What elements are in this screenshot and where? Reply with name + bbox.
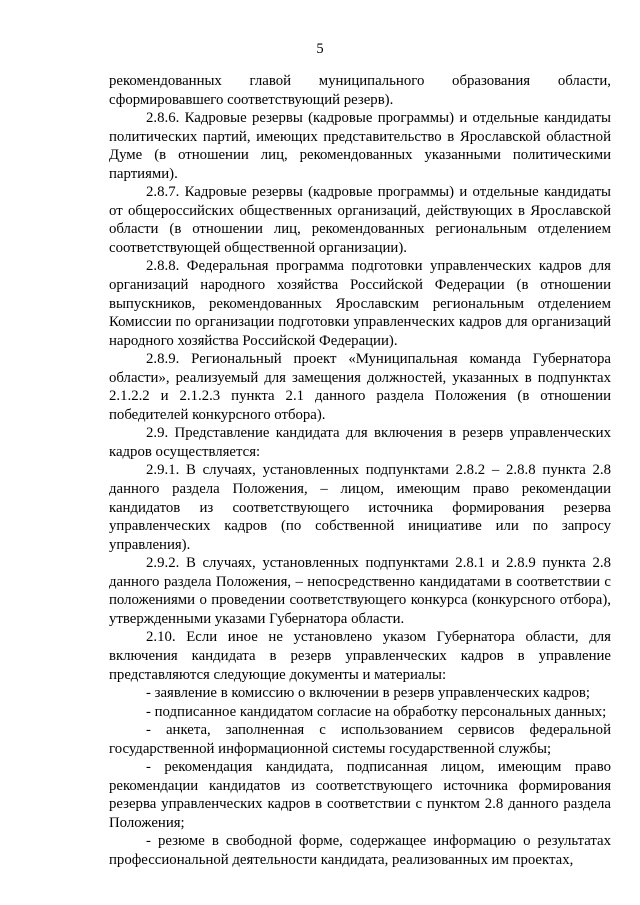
paragraph-2-8-9: 2.8.9. Региональный проект «Муниципальная команда Губернатора области», реализуемый для замещения должностей, указанных в подпунктах 2.1.2.2 и 2.1.2.3 пункта 2.1 данного раздела Положения (в отношении победителей конкурсного отбора). — [109, 351, 611, 423]
paragraph-2-9-1: 2.9.1. В случаях, установленных подпунктами 2.8.2 – 2.8.8 пункта 2.8 данного раздела Положения, – лицом, имеющим право рекомендации кандидатов из соответствующего источника формирования резерва управленческих кадров (по собственной инициативе или по запросу управления). — [109, 462, 611, 553]
document-body — [109, 72, 611, 870]
list-item-application: - заявление в комиссию о включении в резерв управленческих кадров; — [146, 685, 591, 702]
paragraph-continuation: рекомендованных главой муниципального образования области, сформировавшего соответствующий резерв). — [109, 73, 611, 108]
list-item-recommendation: - рекомендация кандидата, подписанная лицом, имеющим право рекомендации кандидатов из соответствующего источника формирования резерва управленческих кадров в соответствии с пунктом 2.8 данного раздела Положения; — [109, 759, 611, 831]
paragraph-2-9: 2.9. Представление кандидата для включения в резерв управленческих кадров осуществляется: — [109, 425, 611, 460]
paragraph-2-8-8: 2.8.8. Федеральная программа подготовки управленческих кадров для организаций народного хозяйства Российской Федерации (в отношении выпускников, рекомендованных Ярославским региональным отделением Комиссии по организации подготовки управленческих кадров для организаций народного хозяйства Российской Федерации). — [109, 258, 611, 349]
list-item-consent: - подписанное кандидатом согласие на обработку персональных данных; — [146, 703, 607, 720]
list-item-resume: - резюме в свободной форме, содержащее информацию о результатах профессиональной деятельности кандидата, реализованных им проектах, — [109, 833, 611, 868]
paragraph-2-8-7: 2.8.7. Кадровые резервы (кадровые программы) и отдельные кандидаты от общероссийских общественных организаций, действующих в Ярославской области (в отношении лиц, рекомендованных региональным отделением соответствующей общественной организации). — [109, 184, 611, 256]
paragraph-2-8-6: 2.8.6. Кадровые резервы (кадровые программы) и отдельные кандидаты политических партий, имеющих представительство в Ярославской областной Думе (в отношении лиц, рекомендованных указанными политическими партиями). — [109, 110, 611, 182]
paragraph-2-9-2: 2.9.2. В случаях, установленных подпунктами 2.8.1 и 2.8.9 пункта 2.8 данного раздела Положения, – непосредственно кандидатами в соответствии с положениями о проведении соответствующего конкурса (конкурсного отбора), утвержденными указами Губернатора области. — [109, 555, 611, 627]
list-item-questionnaire: - анкета, заполненная с использованием сервисов федеральной государственной информационной системы государственной службы; — [109, 722, 611, 757]
paragraph-2-10: 2.10. Если иное не установлено указом Губернатора области, для включения кандидата в резерв управленческих кадров в управление представляются следующие документы и материалы: — [109, 629, 611, 683]
page-number: 5 — [316, 41, 324, 57]
